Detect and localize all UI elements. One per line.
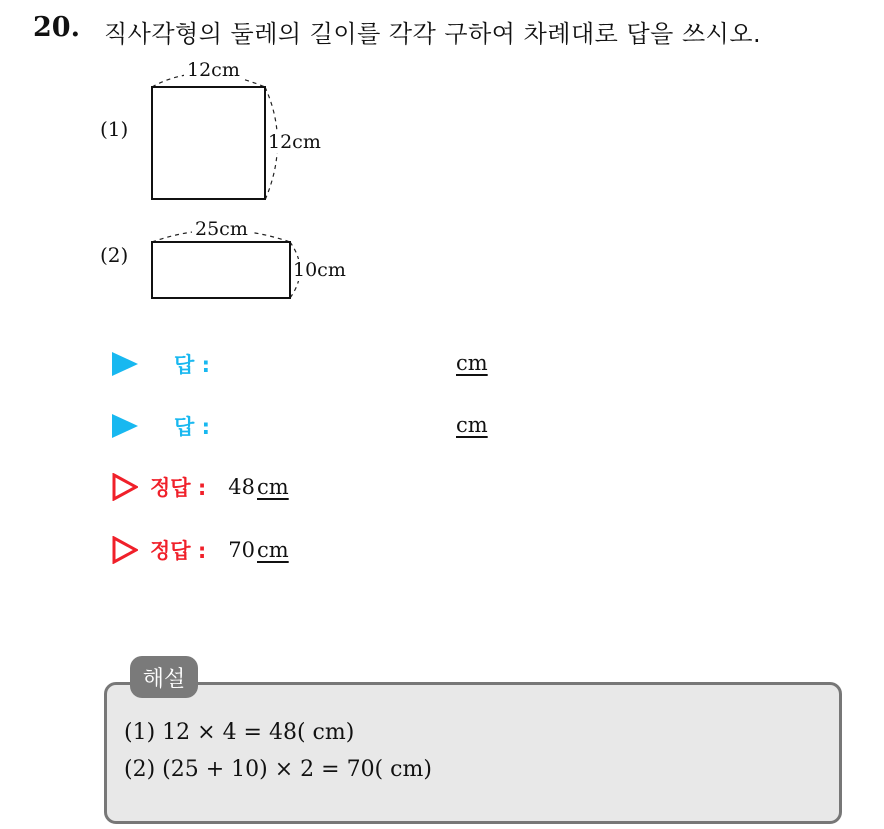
figure-2-label: (2) [100,243,129,267]
answer-row-2 [112,411,210,441]
figure-2-height-label: 10cm [293,259,346,281]
outline-arrow-icon [112,473,138,501]
answer-label: 답 : [174,415,210,439]
solution-box [104,682,842,824]
figure-2-width-label: 25cm [192,218,251,240]
correct-answer-value: 48 [228,475,256,499]
solution-tag: 해설 [130,656,198,698]
answer-label: 답 : [174,353,210,377]
figure-1-height-label: 12cm [268,131,321,153]
correct-answer-label: 정답 : [150,539,207,563]
correct-answer-row-1 [112,472,289,502]
play-arrow-icon [112,352,138,376]
question-text: 직사각형의 둘레의 길이를 각각 구하여 차례대로 답을 쓰시오. [104,20,762,48]
correct-answer-unit: cm [257,538,289,562]
solution-line-2: (2) (25 + 10) × 2 = 70( cm) [124,757,432,782]
answer-blank-1[interactable]: cm [456,351,488,375]
question-number: 20. [33,12,80,43]
solution-line-1: (1) 12 × 4 = 48( cm) [124,720,355,745]
figure-1-label: (1) [100,117,129,141]
correct-answer-row-2 [112,535,289,565]
correct-answer-unit: cm [257,475,289,499]
figure-1-width-label: 12cm [184,59,243,81]
correct-answer-value: 70 [228,538,256,562]
correct-answer-label: 정답 : [150,476,207,500]
play-arrow-icon [112,414,138,438]
answer-blank-2[interactable]: cm [456,413,488,437]
answer-row-1 [112,349,210,379]
outline-arrow-icon [112,536,138,564]
